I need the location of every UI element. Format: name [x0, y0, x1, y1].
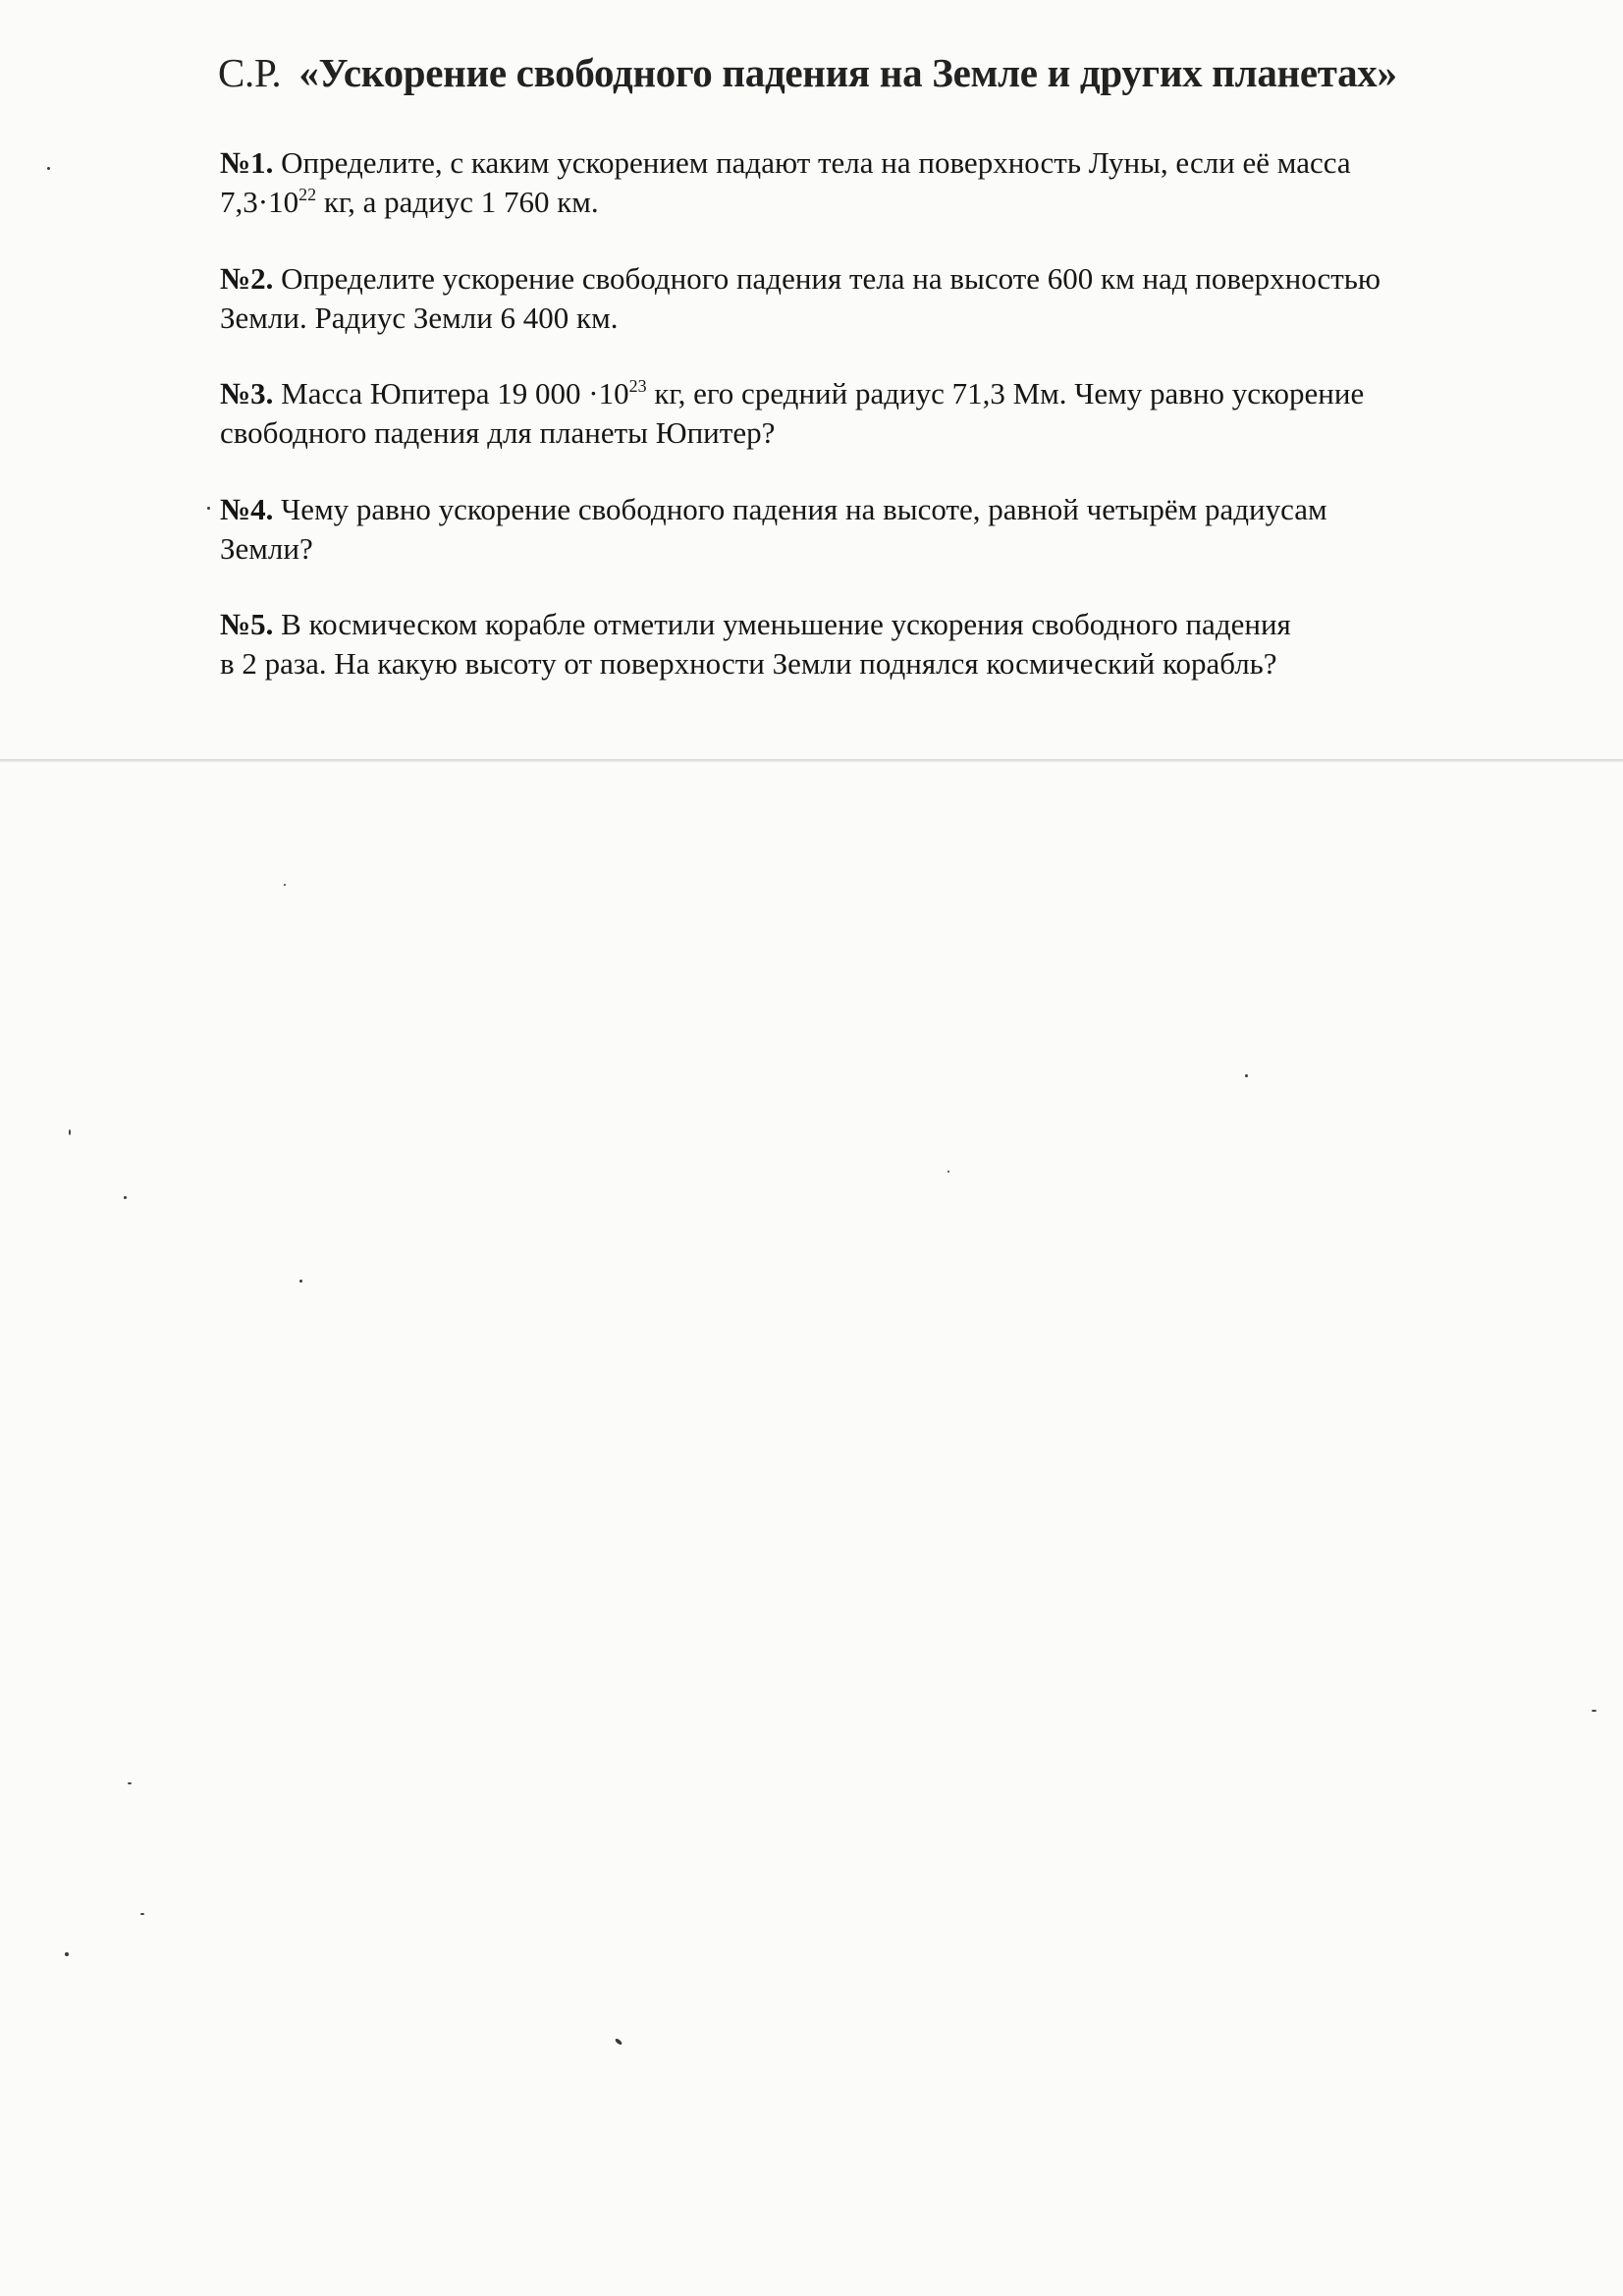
problem-2-number: №2. — [220, 261, 274, 296]
problem-5-line-1 — [220, 605, 1526, 644]
problem-1-mass-base: 7,3·10 — [220, 185, 299, 219]
scan-speck — [128, 1782, 132, 1784]
title-text: «Ускорение свободного падения на Земле и других планетах» — [298, 50, 1397, 95]
problem-1-line-1 — [220, 143, 1526, 183]
problem-4 — [220, 490, 1526, 569]
problem-4-number: №4. — [220, 492, 274, 526]
problem-2-line-1 — [220, 259, 1526, 299]
scan-speck — [65, 1952, 69, 1956]
scan-speck — [207, 507, 210, 510]
problem-2-text: Определите ускорение свободного падения тела на высоте 600 км над поверхностью — [281, 261, 1381, 296]
scan-speck — [284, 884, 286, 886]
problem-5 — [220, 605, 1526, 683]
problem-4-line-1 — [220, 490, 1526, 529]
scan-speck — [124, 1196, 127, 1199]
scan-speck — [47, 167, 50, 170]
problem-3 — [220, 374, 1526, 453]
scan-speck — [299, 1280, 302, 1283]
problem-1-mass-exponent: 22 — [298, 185, 317, 204]
scan-speck — [615, 2038, 623, 2046]
problem-2 — [220, 259, 1526, 338]
problem-4-line-2: Земли? — [220, 531, 313, 566]
problem-1-number: №1. — [220, 145, 274, 180]
scan-speck — [947, 1171, 949, 1173]
scan-speck — [1245, 1074, 1248, 1077]
page-title — [218, 49, 1397, 96]
problem-3-line-1 — [220, 374, 1526, 413]
title-code: С.Р. — [218, 50, 282, 95]
problem-3-mass-base: Масса Юпитера 19 000 ·10 — [281, 376, 629, 410]
problem-3-text: кг, его средний радиус 71,3 Мм. Чему равно ускорение — [646, 376, 1365, 410]
problem-5-line-2: в 2 раза. На какую высоту от поверхности Земли поднялся космический корабль? — [220, 646, 1277, 681]
scan-speck — [1592, 1710, 1596, 1712]
problem-1-text: Определите, с каким ускорением падают тела на поверхность Луны, если её масса — [281, 145, 1351, 180]
problem-1-line-2 — [220, 183, 1526, 222]
problem-3-mass-exponent: 23 — [628, 376, 647, 396]
scan-speck — [69, 1129, 71, 1135]
scan-speck — [140, 1913, 144, 1915]
problem-4-text: Чему равно ускорение свободного падения на высоте, равной четырём радиусам — [281, 492, 1327, 526]
problem-3-line-2: свободного падения для планеты Юпитер? — [220, 415, 776, 450]
paper-fold-line — [0, 759, 1623, 762]
problem-5-text: В космическом корабле отметили уменьшение ускорения свободного падения — [281, 607, 1291, 641]
problem-5-number: №5. — [220, 607, 274, 641]
problem-2-line-2: Земли. Радиус Земли 6 400 км. — [220, 301, 619, 335]
problem-1 — [220, 143, 1526, 222]
problem-3-number: №3. — [220, 376, 274, 410]
problem-1-mass-rest: кг, а радиус 1 760 км. — [316, 185, 599, 219]
